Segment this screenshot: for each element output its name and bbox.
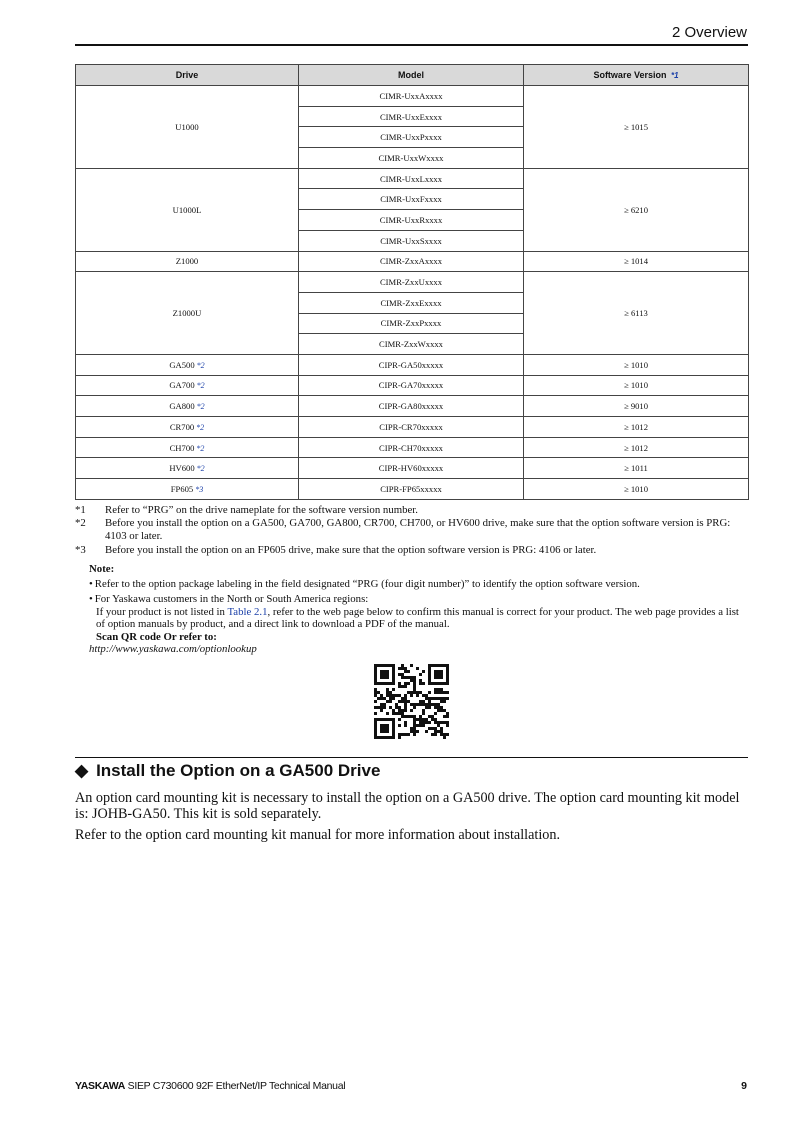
table-row — [76, 272, 749, 293]
diamond-bullet-icon: ◆ — [75, 761, 89, 780]
table-row — [76, 354, 749, 375]
drive-cell — [76, 251, 299, 272]
table-row — [76, 251, 749, 272]
section-body — [75, 790, 748, 847]
version-cell: ≥ 6113 — [524, 272, 749, 355]
footnote-ref-link[interactable]: *3 — [195, 484, 204, 494]
column-header-drive: Drive — [76, 65, 299, 86]
table-row — [76, 168, 749, 189]
note-block — [89, 563, 748, 656]
header-rule — [75, 44, 748, 46]
footer-brand: YASKAWA — [75, 1080, 126, 1092]
section-heading — [75, 761, 380, 781]
note-detail — [89, 606, 748, 631]
section-header: 2 Overview — [671, 24, 747, 41]
drive-cell — [76, 375, 299, 396]
column-header-version — [524, 65, 749, 86]
model-cell: CIMR-UxxRxxxx — [299, 210, 524, 231]
footnote-ref-link[interactable]: *2 — [196, 443, 205, 453]
drive-cell — [76, 458, 299, 479]
table-row — [76, 437, 749, 458]
model-cell: CIPR-HV60xxxxx — [299, 458, 524, 479]
model-cell: CIMR-ZxxWxxxx — [299, 334, 524, 355]
model-cell: CIMR-UxxFxxxx — [299, 189, 524, 210]
model-cell: CIPR-GA70xxxxx — [299, 375, 524, 396]
column-header-model: Model — [299, 65, 524, 86]
footnote-ref-link[interactable]: *2 — [196, 422, 205, 432]
footnote-mark: *1 — [75, 504, 86, 516]
body-paragraph-1: An option card mounting kit is necessary to install the option on a GA500 drive. The option card mounting kit model is: JOHB-GA50. This kit is sold separately. — [75, 790, 740, 823]
model-cell: CIPR-CR70xxxxx — [299, 417, 524, 438]
drive-name: GA700 — [169, 380, 195, 391]
version-cell: ≥ 1014 — [524, 251, 749, 272]
table-link[interactable]: Table 2.1 — [227, 605, 268, 618]
footnote-ref-link[interactable]: *1 — [670, 71, 679, 80]
model-cell: CIMR-ZxxPxxxx — [299, 313, 524, 334]
drive-name: U1000L — [172, 204, 202, 215]
model-cell: CIMR-UxxWxxxx — [299, 148, 524, 169]
table-row — [76, 86, 749, 107]
drive-name: GA800 — [169, 401, 195, 412]
footnote-ref-link[interactable]: *2 — [196, 381, 205, 391]
page-number: 9 — [741, 1080, 747, 1092]
column-header-version-label: Software Version — [593, 70, 667, 80]
version-cell: ≥ 1011 — [524, 458, 749, 479]
model-cell: CIMR-UxxLxxxx — [299, 168, 524, 189]
footnote-ref-link[interactable]: *2 — [196, 464, 205, 474]
drive-cell — [76, 168, 299, 251]
drive-name: GA500 — [169, 359, 195, 370]
body-paragraph-2: Refer to the option card mounting kit manual for more information about installation. — [75, 826, 561, 843]
table-row — [76, 396, 749, 417]
model-cell: CIPR-GA50xxxxx — [299, 354, 524, 375]
note-bullet-1 — [89, 578, 748, 591]
version-cell: ≥ 1010 — [524, 354, 749, 375]
model-cell: CIMR-ZxxExxxx — [299, 292, 524, 313]
qr-code-image[interactable] — [374, 664, 449, 739]
footnote-1 — [75, 504, 748, 517]
model-cell: CIMR-ZxxUxxxx — [299, 272, 524, 293]
model-cell: CIMR-ZxxAxxxx — [299, 251, 524, 272]
version-cell: ≥ 1012 — [524, 417, 749, 438]
drive-cell — [76, 272, 299, 355]
section-rule — [75, 757, 748, 758]
table-row — [76, 458, 749, 479]
model-cell: CIMR-UxxPxxxx — [299, 127, 524, 148]
drive-cell — [76, 479, 299, 500]
footnote-mark: *3 — [75, 544, 86, 556]
drive-cell — [76, 354, 299, 375]
drive-cell — [76, 396, 299, 417]
version-cell: ≥ 1010 — [524, 479, 749, 500]
footnote-2 — [75, 517, 748, 542]
model-cell: CIMR-UxxAxxxx — [299, 86, 524, 107]
note-bullet-2 — [89, 593, 748, 606]
drive-name: Z1000U — [172, 308, 202, 319]
model-cell: CIPR-GA80xxxxx — [299, 396, 524, 417]
note-bullet-2-text: For Yaskawa customers in the North or South America regions: — [94, 593, 369, 605]
footnote-text: Before you install the option on an FP605 drive, make sure that the option software version is PRG: 4106 or later. — [105, 544, 597, 556]
drive-name: CR700 — [169, 421, 195, 432]
version-cell: ≥ 1015 — [524, 86, 749, 169]
drive-name: HV600 — [169, 463, 195, 474]
footnote-3 — [75, 544, 748, 557]
note-detail-a: If your product is not listed in — [96, 605, 228, 618]
footer-doc: SIEP C730600 92F EtherNet/IP Technical Manual — [125, 1080, 346, 1092]
drive-cell — [76, 417, 299, 438]
drive-cell — [76, 86, 299, 169]
footnote-mark: *2 — [75, 517, 86, 529]
drive-name: FP605 — [170, 483, 194, 494]
model-cell: CIPR-CH70xxxxx — [299, 437, 524, 458]
section-heading-text: Install the Option on a GA500 Drive — [96, 761, 381, 780]
drive-name: U1000 — [175, 121, 199, 132]
table-row — [76, 479, 749, 500]
bullet-icon: • — [89, 577, 93, 590]
footnote-ref-link[interactable]: *2 — [196, 402, 205, 412]
note-bullet-1-text: Refer to the option package labeling in the field designated “PRG (four digit number)” to identify the option software version. — [94, 577, 640, 590]
bullet-icon: • — [89, 593, 93, 605]
version-cell: ≥ 1010 — [524, 375, 749, 396]
version-cell: ≥ 1012 — [524, 437, 749, 458]
version-cell: ≥ 6210 — [524, 168, 749, 251]
note-detail-b: , refer to the web page below to confirm this manual is correct for your product. The web page provides a list of option manuals by product, and a direct link to download a PDF of the manual. — [96, 605, 739, 630]
table-row — [76, 417, 749, 438]
option-lookup-url[interactable]: http://www.yaskawa.com/optionlookup — [89, 643, 257, 655]
scan-label: Scan QR code Or refer to: — [96, 630, 217, 643]
model-cell: CIPR-FP65xxxxx — [299, 479, 524, 500]
note-title: Note: — [89, 563, 115, 575]
drive-name: Z1000 — [175, 256, 199, 267]
compatibility-table — [75, 64, 749, 500]
version-cell: ≥ 9010 — [524, 396, 749, 417]
model-cell: CIMR-UxxSxxxx — [299, 230, 524, 251]
model-cell: CIMR-UxxExxxx — [299, 106, 524, 127]
footnote-text: Before you install the option on a GA500, GA700, GA800, CR700, CH700, or HV600 drive, make sure that the option software version is PRG: 4103 or later. — [105, 517, 731, 542]
footnote-ref-link[interactable]: *2 — [196, 360, 205, 370]
drive-cell — [76, 437, 299, 458]
footnote-text: Refer to “PRG” on the drive nameplate for the software version number. — [105, 504, 419, 516]
footer-document-title — [75, 1080, 345, 1092]
table-row — [76, 375, 749, 396]
drive-name: CH700 — [169, 442, 195, 453]
